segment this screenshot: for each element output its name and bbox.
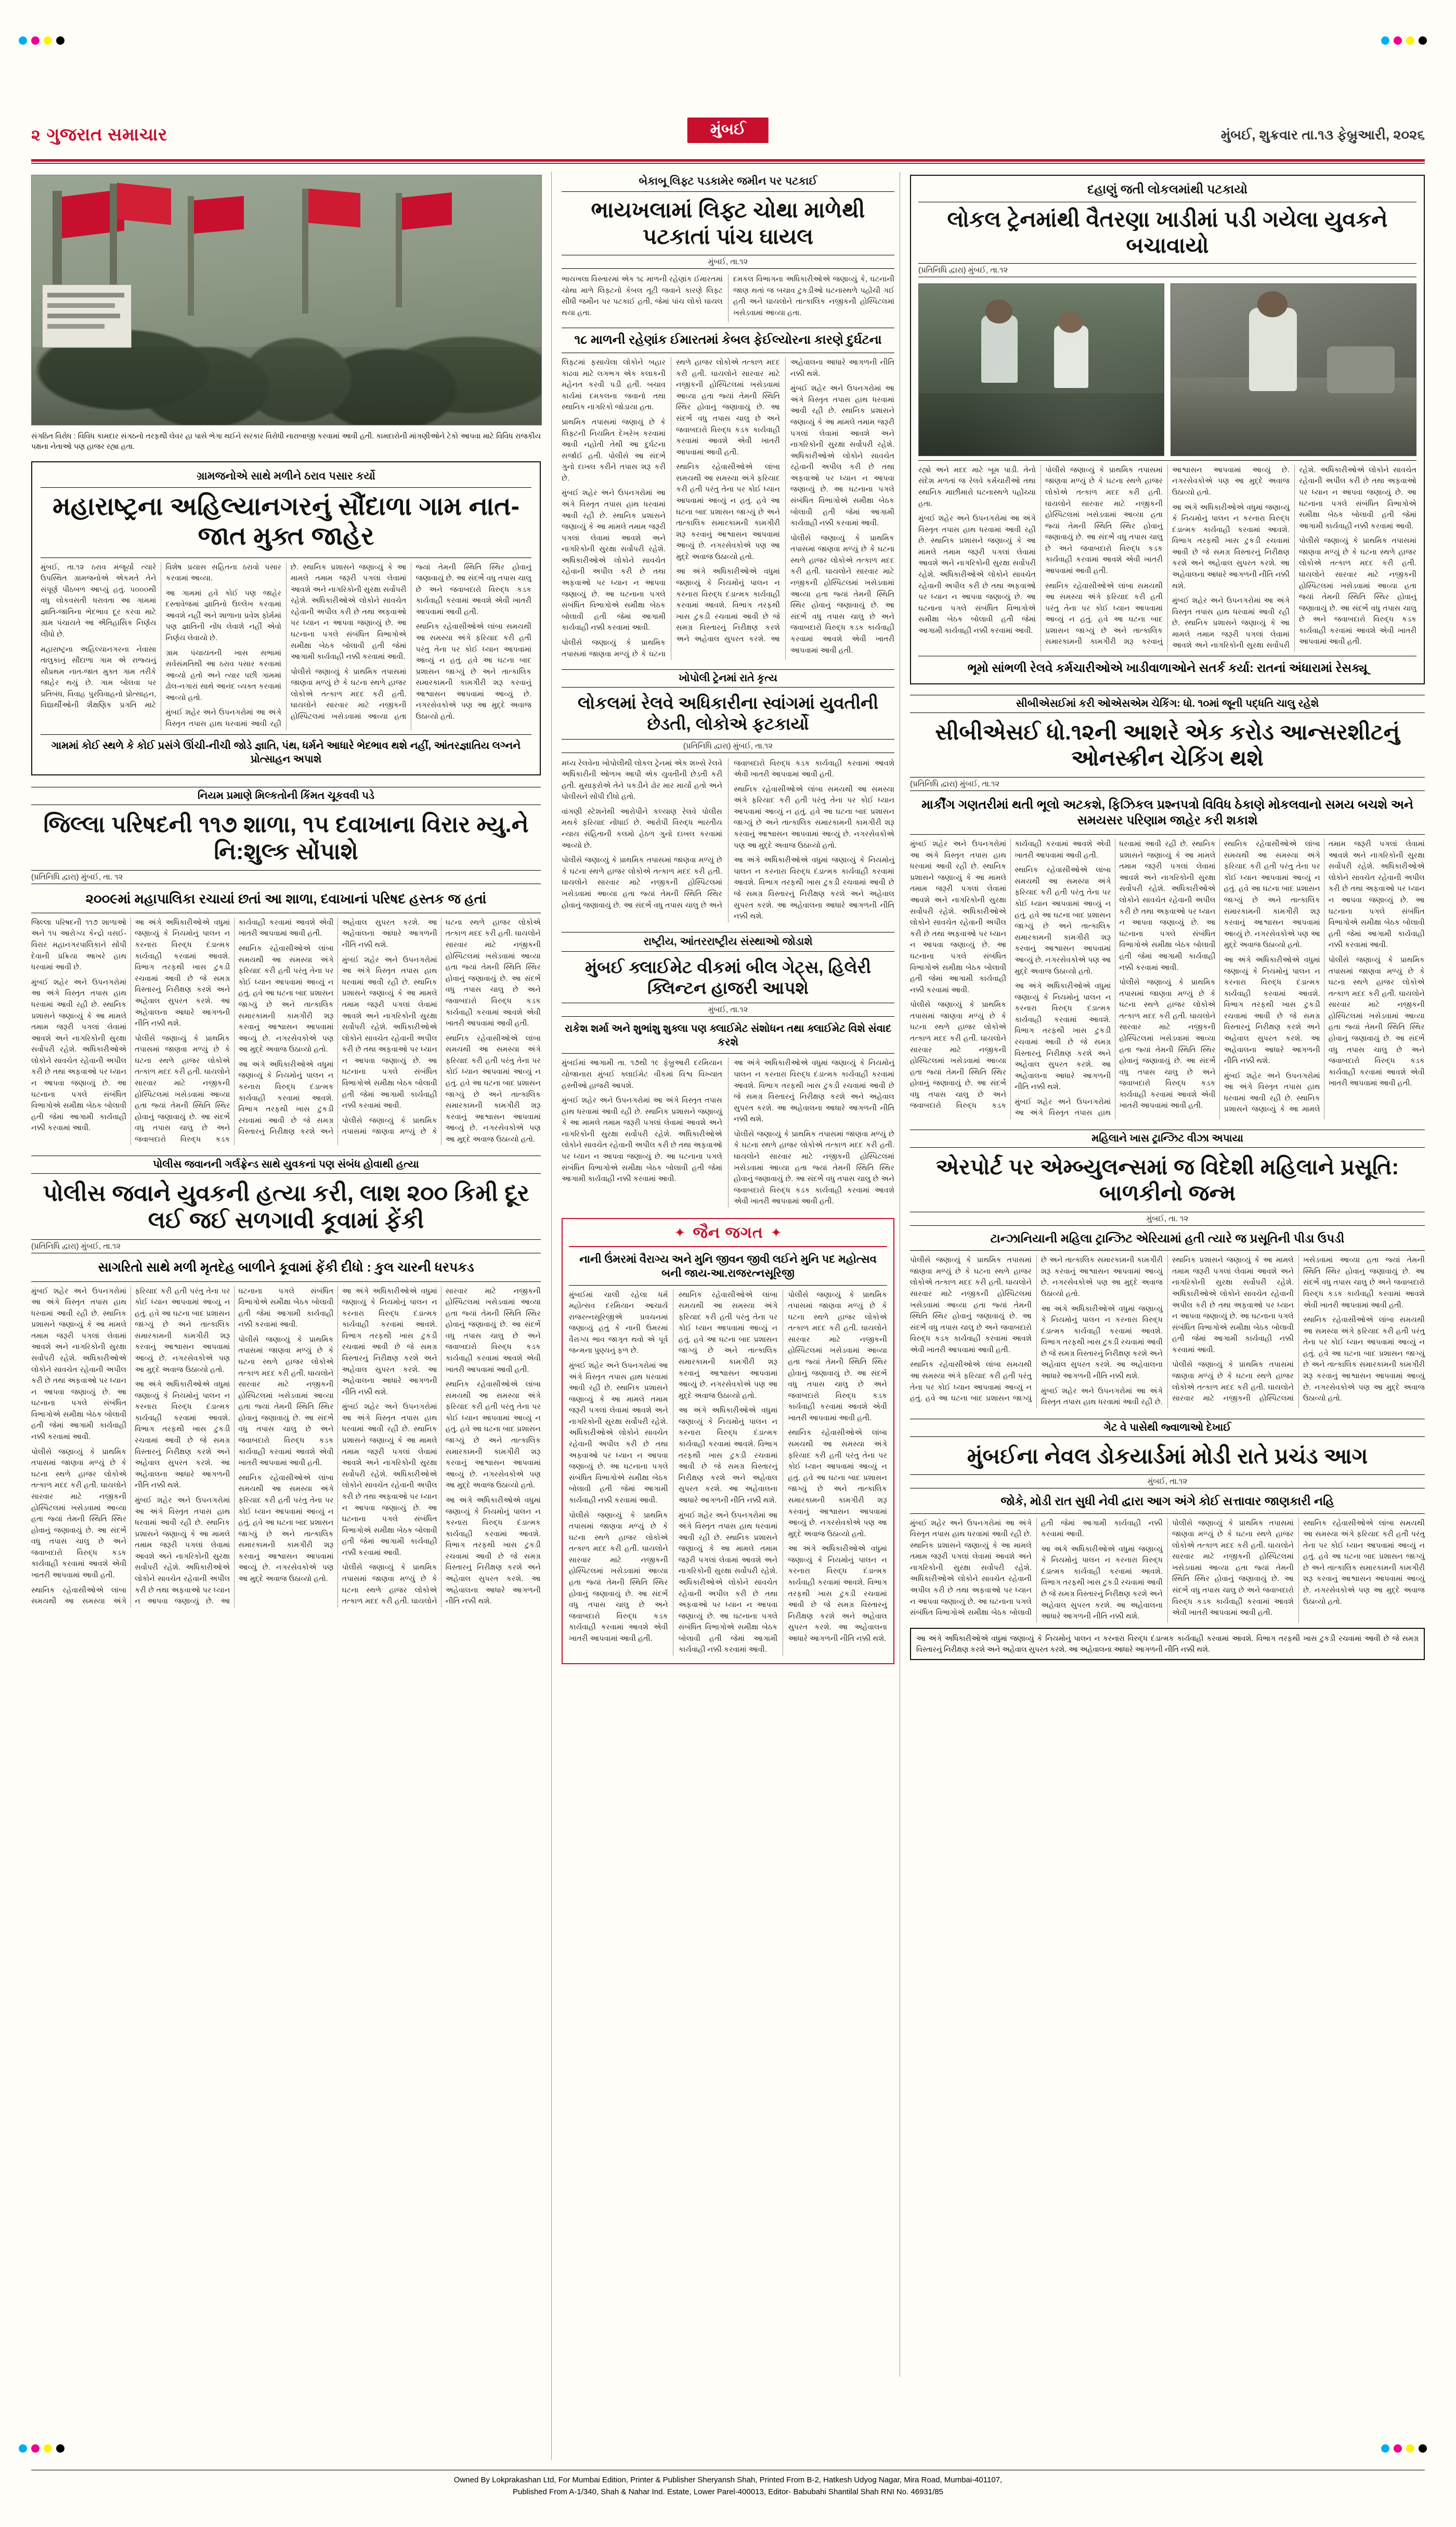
story-zp-schools-body — [31, 917, 541, 1146]
story-climate-week-byline: મુંબઈ, તા.૧૨ — [562, 1003, 894, 1017]
imprint-footer — [31, 2470, 1425, 2498]
story-khopoli-byline: (પ્રતિનિધિ દ્વારા) મુંબઈ, તા.૧૨ — [562, 739, 894, 753]
story-soundala-body — [41, 562, 531, 730]
story-climate-week-kicker: રાષ્ટ્રીય, આંતરરાષ્ટ્રીય સંસ્થાઓ જોડાશે — [562, 932, 894, 952]
paragraph: પોલીસે જણાવ્યું કે પ્રાથમિક તપાસમાં જાણવા મળ્યું છે કે ઘટના સ્થળે હાજર લોકોએ તત્કાળ મદદ કરી હતી. ઘાયલોને સારવાર માટે નજીકની હોસ્પિટલમાં ખસેડવામાં આવ્યા હતા જ્યાં તેમની સ્થિતિ સ્થિર હોવાનું જણાવાયું છે. આ સંદર્ભે વધુ તપાસ ચાલુ છે અને જવાબદારો વિરુદ્ધ કડક કાર્યવાહી કરવામાં આવશે એવી ખાતરી આપવામાં આવી હતી. — [1045, 465, 1163, 575]
paragraph: આ અંગે અધિકારીઓએ વધુમાં જણાવ્યું કે નિયમોનું પાલન ન કરનારા વિરુદ્ધ દંડાત્મક કાર્યવાહી કરવામાં આવશે. વિભાગ તરફથી ખાસ ટુકડી રચવામાં આવી છે જે સમગ્ર વિસ્તારનું નિરીક્ષણ કરશે અને અહેવાલ સુપરત કરશે. આ અહેવાલના આધારે આગળની નીતિ નક્કી થશે. — [734, 1059, 894, 1124]
paragraph: મુંબઈ શહેર અને ઉપનગરોમાં આ અંગે વિસ્તૃત તપાસ હાથ ધરવામાં આવી રહી છે. સ્થાનિક પ્રશાસને જણાવ્યું કે આ મામલે તમામ જરૂરી પગલાં લેવામાં આવશે અને નાગરિકોની સુરક્ષા સર્વોપરી રહેશે. અધિકારીઓએ લોકોને સાવચેત રહેવાની અપીલ કરી છે તથા અફવાઓ પર ધ્યાન ન આપવા જણાવ્યું છે. આ ઘટનાના પગલે સંબંધિત વિભાગોએ સમીક્ષા બેઠક બોલાવી હતી જેમાં આગામી કાર્યવાહી નક્કી કરવામાં આવી. — [165, 563, 407, 729]
city-band-wrap — [687, 121, 769, 138]
story-vaitarna-body — [918, 465, 1416, 652]
story-climate-week-headline: મુંબઈ ક્લાઈમેટ વીકમાં બીલ ગેટ્સ, હિલેરી ક્લિન્ટન હાજરી આપશે — [584, 957, 872, 998]
story-zp-schools — [31, 787, 541, 1146]
paragraph: પોલીસે જણાવ્યું કે પ્રાથમિક તપાસમાં જાણવા મળ્યું છે કે ઘટના સ્થળે હાજર લોકોએ તત્કાળ મદદ કરી હતી. ઘાયલોને સારવાર માટે નજીકની હોસ્પિટલમાં ખસેડવામાં આવ્યા હતા જ્યાં તેમની સ્થિતિ સ્થિર હોવાનું જણાવાયું છે. આ સંદર્ભે વધુ તપાસ ચાલુ છે અને જવાબદારો વિરુદ્ધ કડક કાર્યવાહી કરવામાં આવશે એવી ખાતરી આપવામાં આવી હતી. — [562, 759, 894, 910]
paragraph: પોલીસે જણાવ્યું કે પ્રાથમિક તપાસમાં જાણવા મળ્યું છે કે ઘટના સ્થળે હાજર લોકોએ તત્કાળ મદદ કરી હતી. ઘાયલોને સારવાર માટે નજીકની હોસ્પિટલમાં ખસેડવામાં આવ્યા હતા જ્યાં તેમની સ્થિતિ સ્થિર હોવાનું જણાવાયું છે. આ સંદર્ભે વધુ તપાસ ચાલુ છે અને જવાબદારો વિરુદ્ધ કડક કાર્યવાહી કરવામાં આવશે એવી ખાતરી આપવામાં આવી હતી. — [342, 918, 541, 1136]
paragraph: ગ્રામ પંચાયતની ખાસ સભામાં સર્વસંમતિથી આ ઠરાવ પસાર કરવામાં આવ્યો હતો અને ત્યાર પછી ગામમાં ઢોલ-નગારાં સાથે આનંદ વ્યક્ત કરવામાં આવ્યો હતો. — [165, 649, 281, 702]
paragraph: સ્થાનિક રહેવાસીઓએ લાંબા સમયથી આ સમસ્યા અંગે ફરિયાદ કરી હતી પરંતુ તેના પર કોઈ ધ્યાન આપવામાં આવ્યું ન હતું. હવે આ ઘટના બાદ પ્રશાસન જાગ્યું છે અને તાત્કાલિક સમારકામની કામગીરી શરૂ કરવાનું આશ્વાસન આપવામાં આવ્યું છે. નગરસેવકોએ પણ આ મુદ્દે અવાજ ઉઠાવ્યો હતો. — [910, 1256, 1163, 1403]
masthead-rule-thin — [31, 163, 1425, 164]
jain-jagat-headline: નાની ઉંમરમાં વૈરાગ્ય અને મુનિ જીવન જીવી લઈને મુનિ પદ મહોત્સવ બની જાય-આ.રાજરત્નસૂરિજી — [579, 1253, 877, 1280]
story-airport-birth-byline: મુંબઈ, તા. ૧૨ — [910, 1212, 1425, 1226]
registration-mark-magenta-3 — [31, 2444, 40, 2453]
story-climate-week-body — [562, 1058, 894, 1208]
paragraph: સ્થાનિક રહેવાસીઓએ લાંબા સમયથી આ સમસ્યા અંગે ફરિયાદ કરી હતી પરંતુ તેના પર કોઈ ધ્યાન આપવામાં આવ્યું ન હતું. હવે આ ઘટના બાદ પ્રશાસન જાગ્યું છે અને તાત્કાલિક સમારકામની કામગીરી શરૂ કરવાનું આશ્વાસન આપવામાં આવ્યું છે. નગરસેવકોએ પણ આ મુદ્દે અવાજ ઉઠાવ્યો હતો. — [31, 1287, 230, 1606]
paragraph: પ્રાથમિક તપાસમાં જણાયું છે કે લિફ્ટની નિયમિત દેખરેખ કરવામાં આવી નહોતી તેથી આ દુર્ઘટના સર્જાઈ હતી. પોલીસે આ સંદર્ભે ગુનો દાખલ કરીને તપાસ શરૂ કરી છે. — [562, 418, 666, 483]
paragraph: પોલીસે જણાવ્યું કે પ્રાથમિક તપાસમાં જાણવા મળ્યું છે કે ઘટના સ્થળે હાજર લોકોએ તત્કાળ મદદ કરી હતી. ઘાયલોને સારવાર માટે નજીકની હોસ્પિટલમાં ખસેડવામાં આવ્યા હતા જ્યાં તેમની સ્થિતિ સ્થિર હોવાનું જણાવાયું છે. આ સંદર્ભે વધુ તપાસ ચાલુ છે અને જવાબદારો વિરુદ્ધ કડક કાર્યવાહી કરવામાં આવશે એવી ખાતરી આપવામાં આવી હતી. — [1119, 978, 1216, 1110]
story-police-murder-body — [31, 1286, 541, 1608]
paragraph: સ્થાનિક રહેવાસીઓએ લાંબા સમયથી આ સમસ્યા અંગે ફરિયાદ કરી હતી પરંતુ તેના પર કોઈ ધ્યાન આપવામાં આવ્યું ન હતું. હવે આ ઘટના બાદ પ્રશાસન જાગ્યું છે અને તાત્કાલિક સમારકામની કામગીરી શરૂ કરવાનું આશ્વાસન આપવામાં આવ્યું છે. નગરસેવકોએ પણ આ મુદ્દે અવાજ ઉઠાવ્યો હતો. — [238, 1473, 334, 1583]
story-dockyard-fire-note — [910, 1628, 1425, 1660]
paragraph: મુંબઈ શહેર અને ઉપનગરોમાં આ અંગે વિસ્તૃત તપાસ હાથ ધરવામાં આવી રહી છે. સ્થાનિક પ્રશાસને જણાવ્યું કે આ મામલે તમામ જરૂરી પગલાં લેવામાં આવશે અને નાગરિકોની સુરક્ષા સર્વોપરી રહેશે. અધિકારીઓએ લોકોને સાવચેત રહેવાની અપીલ કરી છે તથા અફવાઓ પર ધ્યાન ન આપવા જણાવ્યું છે. આ ઘટનાના પગલે સંબંધિત વિભાગોએ સમીક્ષા બેઠક બોલાવી હતી જેમાં આગામી કાર્યવાહી નક્કી કરવામાં આવી. — [342, 1403, 437, 1557]
story-cbse — [910, 695, 1425, 1119]
registration-mark-yellow — [44, 36, 52, 45]
paragraph: આ અંગે અધિકારીઓએ વધુમાં જણાવ્યું કે નિયમોનું પાલન ન કરનારા વિરુદ્ધ દંડાત્મક કાર્યવાહી કરવામાં આવશે. વિભાગ તરફથી ખાસ ટુકડી રચવામાં આવી છે જે સમગ્ર વિસ્તારનું નિરીક્ષણ કરશે અને અહેવાલ સુપરત કરશે. આ અહેવાલના આધારે આગળની નીતિ નક્કી થશે. — [788, 1545, 887, 1643]
paragraph: પોલીસે જણાવ્યું કે પ્રાથમિક તપાસમાં જાણવા મળ્યું છે કે ઘટના સ્થળે હાજર લોકોએ તત્કાળ મદદ કરી હતી. ઘાયલોને સારવાર માટે નજીકની હોસ્પિટલમાં ખસેડવામાં આવ્યા હતા જ્યાં તેમની સ્થિતિ સ્થિર હોવાનું જણાવાયું છે. આ સંદર્ભે વધુ તપાસ ચાલુ છે અને જવાબદારો વિરુદ્ધ કડક કાર્યવાહી કરવામાં આવશે એવી ખાતરી આપવામાં આવી હતી. — [342, 1287, 541, 1606]
paragraph: મહારાષ્ટ્રના અહિલ્યાનગરના નેવાસા તાલુકાનું સૌંદાળા ગામ એ રાજ્યનું સૌપ્રથમ નાત-જાત મુક્ત ગામ તરીકે જાહેર થયું છે. ગામ બોલવા પર પ્રતિબંધ, વિવાહ પુરવિવાહનો પ્રોત્સાહન, વિદ્યાર્થીઓની શૈક્ષણિક પ્રગતિ માટે વિશેષ પ્રયાસ સહિતના ઠરાવો પસાર કરવામાં આવ્યા. — [41, 563, 281, 710]
paragraph: પોલીસે જણાવ્યું કે પ્રાથમિક તપાસમાં જાણવા મળ્યું છે કે ઘટના સ્થળે હાજર લોકોએ તત્કાળ મદદ કરી હતી. ઘાયલોને સારવાર માટે નજીકની હોસ્પિટલમાં ખસેડવામાં આવ્યા હતા જ્યાં તેમની સ્થિતિ સ્થિર હોવાનું જણાવાયું છે. આ સંદર્ભે વધુ તપાસ ચાલુ છે અને જવાબદારો વિરુદ્ધ કડક કાર્યવાહી કરવામાં આવશે એવી ખાતરી આપવામાં આવી હતી. — [135, 918, 334, 1144]
paragraph: આ અંગે અધિકારીઓએ વધુમાં જણાવ્યું કે નિયમોનું પાલન ન કરનારા વિરુદ્ધ દંડાત્મક કાર્યવાહી કરવામાં આવશે. વિભાગ તરફથી ખાસ ટુકડી રચવામાં આવી છે જે સમગ્ર વિસ્તારનું નિરીક્ષણ કરશે અને અહેવાલ સુપરત કરશે. આ અહેવાલના આધારે આગળની નીતિ નક્કી થશે. — [135, 1380, 230, 1490]
paragraph: આ ગામમાં હવે કોઈ પણ જાહેર દસ્તાવેજમાં જ્ઞાતિનો ઉલ્લેખ કરવામાં આવશે નહીં અને શાળાના પ્રવેશ ફોર્મમાં પણ જ્ઞાતિની નોંધ લેવાશે નહીં એવો નિર્ણય લેવાયો છે. — [165, 589, 281, 642]
byline-text: (પ્રતિનિધિ દ્વારા) મુંબઈ, તા. ૧૨ — [31, 873, 123, 882]
paragraph: આ અંગે અધિકારીઓએ વધુમાં જણાવ્યું કે નિયમોનું પાલન ન કરનારા વિરુદ્ધ દંડાત્મક કાર્યવાહી કરવામાં આવશે. વિભાગ તરફથી ખાસ ટુકડી રચવામાં આવી છે જે સમગ્ર વિસ્તારનું નિરીક્ષણ કરશે અને અહેવાલ સુપરત કરશે. આ અહેવાલના આધારે આગળની નીતિ નક્કી થશે. — [1224, 955, 1320, 1066]
paragraph: આ અંગે અધિકારીઓએ વધુમાં જણાવ્યું કે નિયમોનું પાલન ન કરનારા વિરુદ્ધ દંડાત્મક કાર્યવાહી કરવામાં આવશે. વિભાગ તરફથી ખાસ ટુકડી રચવામાં આવી છે જે સમગ્ર વિસ્તારનું નિરીક્ષણ કરશે અને અહેવાલ સુપરત કરશે. આ અહેવાલના આધારે આગળની નીતિ નક્કી થશે. — [734, 856, 894, 921]
paragraph: જિલ્લા પરિષદની ૧૧૭ શાળાઓ અને ૧૫ આરોગ્ય કેન્દ્રો વસઈ-વિરાર મહાનગરપાલિકાને સોંપી દેવાની પ્રક્રિયા આખરે હાથ ધરવામાં આવી છે. — [31, 918, 127, 972]
right-column-group — [910, 175, 1425, 1660]
story-police-murder — [31, 1156, 541, 1607]
paragraph: આ અંગે અધિકારીઓએ વધુમાં જણાવ્યું કે નિયમોનું પાલન ન કરનારા વિરુદ્ધ દંડાત્મક કાર્યવાહી કરવામાં આવશે. વિભાગ તરફથી ખાસ ટુકડી રચવામાં આવી છે જે સમગ્ર વિસ્તારનું નિરીક્ષણ કરશે અને અહેવાલ સુપરત કરશે. આ અહેવાલના આધારે આગળની નીતિ નક્કી થશે. — [1041, 1545, 1163, 1621]
ornament-right-icon: ✦ — [770, 1225, 782, 1241]
paragraph: પોલીસે જણાવ્યું કે પ્રાથમિક તપાસમાં જાણવા મળ્યું છે કે ઘટના સ્થળે હાજર લોકોએ તત્કાળ મદદ કરી હતી. ઘાયલોને સારવાર માટે નજીકની હોસ્પિટલમાં ખસેડવામાં આવ્યા હતા જ્યાં તેમની સ્થિતિ સ્થિર હોવાનું જણાવાયું છે. આ સંદર્ભે વધુ તપાસ ચાલુ છે અને જવાબદારો વિરુદ્ધ કડક કાર્યવાહી કરવામાં આવશે એવી ખાતરી આપવામાં આવી હતી. — [1299, 537, 1416, 646]
story-lift-kicker: બેકાબૂ લિફ્ટ પડકામેર જમીન પર પટકાઈ — [562, 175, 894, 192]
paragraph: પોલીસે જણાવ્યું કે પ્રાથમિક તપાસમાં જાણવા મળ્યું છે કે ઘટના સ્થળે હાજર લોકોએ તત્કાળ મદદ કરી હતી. ઘાયલોને સારવાર માટે નજીકની હોસ્પિટલમાં ખસેડવામાં આવ્યા હતા જ્યાં તેમની સ્થિતિ સ્થિર હોવાનું જણાવાયું છે. આ સંદર્ભે વધુ તપાસ ચાલુ છે અને જવાબદારો વિરુદ્ધ કડક કાર્યવાહી કરવામાં આવશે એવી ખાતરી આપવામાં આવી હતી. — [910, 1256, 1032, 1354]
story-vaitarna-kicker: દહાણું જતી લોકલમાંથી પટકાયો — [1087, 183, 1248, 197]
paragraph: મુંબઈ શહેર અને ઉપનગરોમાં આ અંગે વિસ્તૃત તપાસ હાથ ધરવામાં આવી રહી છે. સ્થાનિક પ્રશાસને જણાવ્યું કે આ મામલે તમામ જરૂરી પગલાં લેવામાં આવશે અને નાગરિકોની સુરક્ષા સર્વોપરી રહેશે. અધિકારીઓએ લોકોને સાવચેત રહેવાની અપીલ કરી છે તથા અફવાઓ પર ધ્યાન ન આપવા જણાવ્યું છે. આ ઘટનાના પગલે સંબંધિત વિભાગોએ સમીક્ષા બેઠક બોલાવી હતી જેમાં આગામી કાર્યવાહી નક્કી કરવામાં આવી. — [1041, 1256, 1294, 1407]
story-lift-headline: ભાયખલામાં લિફ્ટ ચોથા માળેથી પટકાતાં પાંચ ઘાયલ — [591, 198, 865, 249]
paragraph: વાંગણી સ્ટેશનેથી આરોપીને કલ્યાણ રેલવે પોલીસ મથકે ફરિયાદ નોંધાઈ છે. આરોપી વિરુદ્ધ ભારતીય ન્યાય સંહિતાની કલમો હેઠળ ગુનો દાખલ કરવામાં આવ્યો છે. — [562, 807, 722, 850]
paragraph: પોલીસે જણાવ્યું કે પ્રાથમિક તપાસમાં જાણવા મળ્યું છે કે ઘટના સ્થળે હાજર લોકોએ તત્કાળ મદદ કરી હતી. ઘાયલોને સારવાર માટે નજીકની હોસ્પિટલમાં ખસેડવામાં આવ્યા હતા જ્યાં તેમની સ્થિતિ સ્થિર હોવાનું જણાવાયું છે. આ સંદર્ભે વધુ તપાસ ચાલુ છે અને જવાબદારો વિરુદ્ધ કડક કાર્યવાહી કરવામાં આવશે એવી ખાતરી આપવામાં આવી હતી. — [788, 1290, 887, 1422]
note-text: આ અંગે અધિકારીઓએ વધુમાં જણાવ્યું કે નિયમોનું પાલન ન કરનારા વિરુદ્ધ દંડાત્મક કાર્યવાહી કરવામાં આવશે. વિભાગ તરફથી ખાસ ટુકડી રચવામાં આવી છે જે સમગ્ર વિસ્તારનું નિરીક્ષણ કરશે અને અહેવાલ સુપરત કરશે. આ અહેવાલના આધારે આગળની નીતિ નક્કી થશે. — [916, 1634, 1419, 1653]
paragraph: આ અંગે અધિકારીઓએ વધુમાં જણાવ્યું કે નિયમોનું પાલન ન કરનારા વિરુદ્ધ દંડાત્મક કાર્યવાહી કરવામાં આવશે. વિભાગ તરફથી ખાસ ટુકડી રચવામાં આવી છે જે સમગ્ર વિસ્તારનું નિરીક્ષણ કરશે અને અહેવાલ સુપરત કરશે. આ અહેવાલના આધારે આગળની નીતિ નક્કી થશે. — [342, 1287, 437, 1396]
paragraph: આ અંગે અધિકારીઓએ વધુમાં જણાવ્યું કે નિયમોનું પાલન ન કરનારા વિરુદ્ધ દંડાત્મક કાર્યવાહી કરવામાં આવશે. વિભાગ તરફથી ખાસ ટુકડી રચવામાં આવી છે જે સમગ્ર વિસ્તારનું નિરીક્ષણ કરશે અને અહેવાલ સુપરત કરશે. આ અહેવાલના આધારે આગળની નીતિ નક્કી થશે. — [1015, 982, 1111, 1092]
registration-mark-magenta-2 — [1394, 36, 1402, 45]
paragraph: મુંબઈ, તા.૧૨ ઠરાવ મંજૂર્યો ત્યારે ઉપસ્થિત ગ્રામજનોએ એકમતે તેને સંપૂર્ણ પીઠબળ આપ્યું હતું. ૫૦૦૦થી વધુ લોકવસતી ધરાવતા આ ગામમાં જ્ઞાતિ-જાતિના ભેદભાવ દૂર કરવા માટે ગ્રામ પંચાયતે આ ઐતિહાસિક નિર્ણય લીધો છે. — [41, 563, 157, 639]
paragraph: આ અંગે અધિકારીઓએ વધુમાં જણાવ્યું કે નિયમોનું પાલન ન કરનારા વિરુદ્ધ દંડાત્મક કાર્યવાહી કરવામાં આવશે. વિભાગ તરફથી ખાસ ટુકડી રચવામાં આવી છે જે સમગ્ર વિસ્તારનું નિરીક્ષણ કરશે અને અહેવાલ સુપરત કરશે. આ અહેવાલના આધારે આગળની નીતિ નક્કી થશે. — [1041, 1304, 1163, 1381]
registration-mark-magenta-4 — [1394, 2444, 1402, 2453]
paragraph: સ્થાનિક રહેવાસીઓએ લાંબા સમયથી આ સમસ્યા અંગે ફરિયાદ કરી હતી પરંતુ તેના પર કોઈ ધ્યાન આપવામાં આવ્યું ન હતું. હવે આ ઘટના બાદ પ્રશાસન જાગ્યું છે અને તાત્કાલિક સમારકામની કામગીરી શરૂ કરવાનું આશ્વાસન આપવામાં આવ્યું છે. નગરસેવકોએ પણ આ મુદ્દે અવાજ ઉઠાવ્યો હતો. — [1015, 866, 1111, 976]
story-cbse-kicker: સીબીએસઈમાં કરી ઓએસએમ ચેકિંગ: ધો. ૧૦માં જૂની પદ્ધતિ ચાલુ રહેશે — [910, 695, 1425, 713]
imprint-line-1: Owned By Lokprakashan Ltd, For Mumbai Edition, Printer & Publisher Sheryansh Shah, Printed From B-2, Hatkesh Udyog Nagar, Mira Road, Mumbai-401107, — [453, 2476, 1003, 2484]
paragraph: આ અંગે અધિકારીઓએ વધુમાં જણાવ્યું કે નિયમોનું પાલન ન કરનારા વિરુદ્ધ દંડાત્મક કાર્યવાહી કરવામાં આવશે. વિભાગ તરફથી ખાસ ટુકડી રચવામાં આવી છે જે સમગ્ર વિસ્તારનું નિરીક્ષણ કરશે અને અહેવાલ સુપરત કરશે. આ અહેવાલના આધારે આગળની નીતિ નક્કી થશે. — [135, 918, 230, 1028]
story-police-murder-kicker: પોલીસ જવાનની ગર્લફ્રેન્ડ સાથે યુવકનાં પણ સંબંધ હોવાથી હત્યા — [31, 1156, 541, 1174]
story-dockyard-fire-kicker: ગેટ વે પાસેથી જ્વાળાઓ દેખાઈ — [910, 1419, 1425, 1437]
story-cbse-body — [910, 839, 1425, 1119]
paragraph: પોલીસે જણાવ્યું કે પ્રાથમિક તપાસમાં જાણવા મળ્યું છે કે ઘટના સ્થળે હાજર લોકોએ તત્કાળ મદદ કરી હતી. ઘાયલોને સારવાર માટે નજીકની હોસ્પિટલમાં ખસેડવામાં આવ્યા હતા જ્યાં તેમની સ્થિતિ સ્થિર હોવાનું જણાવાયું છે. આ સંદર્ભે વધુ તપાસ ચાલુ છે અને જવાબદારો વિરુદ્ધ કડક કાર્યવાહી કરવામાં આવશે એવી ખાતરી આપવામાં આવી હતી. — [562, 358, 780, 658]
paragraph: પોલીસે જણાવ્યું કે પ્રાથમિક તપાસમાં જાણવા મળ્યું છે કે ઘટના સ્થળે હાજર લોકોએ તત્કાળ મદદ કરી હતી. ઘાયલોને સારવાર માટે નજીકની હોસ્પિટલમાં ખસેડવામાં આવ્યા હતા જ્યાં તેમની સ્થિતિ સ્થિર હોવાનું જણાવાયું છે. આ સંદર્ભે વધુ તપાસ ચાલુ છે અને જવાબદારો વિરુદ્ધ કડક કાર્યવાહી કરવામાં આવશે એવી ખાતરી આપવામાં આવી હતી. — [238, 1335, 334, 1468]
jain-jagat-rule — [569, 1246, 887, 1247]
paper-name: ગુજરાત સમાચાર — [46, 125, 167, 145]
story-airport-birth-headline: એરપોર્ટ પર એમ્બ્યુલન્સમાં જ વિદેશી મહિલાને પ્રસૂતિ: બાળકીનો જન્મ — [935, 1155, 1399, 1206]
registration-mark-cyan-3 — [19, 2444, 27, 2453]
paragraph: પોલીસે જણાવ્યું કે પ્રાથમિક તપાસમાં જાણવા મળ્યું છે કે ઘટના સ્થળે હાજર લોકોએ તત્કાળ મદદ કરી હતી. ઘાયલોને સારવાર માટે નજીકની હોસ્પિટલમાં ખસેડવામાં આવ્યા હતા જ્યાં તેમની સ્થિતિ સ્થિર હોવાનું જણાવાયું છે. આ સંદર્ભે વધુ તપાસ ચાલુ છે અને જવાબદારો વિરુદ્ધ કડક કાર્યવાહી કરવામાં આવશે એવી ખાતરી આપવામાં આવી હતી. — [291, 563, 531, 721]
story-cbse-subhead: માર્કીંગ ગણતરીમાં થતી ભૂલો અટકશે, ફિઝિકલ પ્રશ્નપત્રો વિવિધ ઠેકાણે મોકલવાનો સમય બચશે અને સમયસર પરિણામ જાહેર કરી શકાશે — [921, 797, 1413, 828]
registration-mark-yellow-2 — [1406, 36, 1414, 45]
paragraph: મુંબઈ શહેર અને ઉપનગરોમાં આ અંગે વિસ્તૃત તપાસ હાથ ધરવામાં આવી રહી છે. સ્થાનિક પ્રશાસને જણાવ્યું કે આ મામલે તમામ જરૂરી પગલાં લેવામાં આવશે અને નાગરિકોની સુરક્ષા સર્વોપરી રહેશે. અધિકારીઓએ લોકોને સાવચેત રહેવાની અપીલ કરી છે તથા અફવાઓ પર ધ્યાન ન આપવા જણાવ્યું છે. આ ઘટનાના પગલે સંબંધિત વિભાગોએ સમીક્ષા બેઠક બોલાવી હતી જેમાં આગામી કાર્યવાહી નક્કી કરવામાં આવી. — [910, 840, 1007, 994]
paragraph: સ્થાનિક રહેવાસીઓએ લાંબા સમયથી આ સમસ્યા અંગે ફરિયાદ કરી હતી પરંતુ તેના પર કોઈ ધ્યાન આપવામાં આવ્યું ન હતું. હવે આ ઘટના બાદ પ્રશાસન જાગ્યું છે અને તાત્કાલિક સમારકામની કામગીરી શરૂ કરવાનું આશ્વાસન આપવામાં આવ્યું છે. નગરસેવકોએ પણ આ મુદ્દે અવાજ ઉઠાવ્યો હતો. — [678, 1290, 778, 1400]
paragraph: લિફ્ટમાં ફસાયેલા લોકોને બહાર કાઢવા માટે લગભગ એક કલાકની મહેનત કરવી પડી હતી. બચાવ કાર્યમાં દમકલના જવાનો તથા સ્થાનિક નાગરિકો જોડાયા હતા. — [562, 358, 666, 412]
paragraph: મુંબઈમાં આગામી તા. ૧૭થી ૧૯ ફેબ્રુઆરી દરમિયાન યોજાનારા મુંબઈ ક્લાઈમેટ વીકમાં વિશ્વ વિખ્યાત હસ્તીઓ હાજરી આપશે. — [562, 1059, 722, 1090]
registration-mark-cyan — [19, 36, 27, 45]
story-vaitarna-rescue-title: ભૂમો સાંભળી રેલવે કર્મચારીઓએ ખાડીવાળાઓને સતર્ક કર્યા: રાતનાં અંધારામાં રેસક્યૂ — [967, 661, 1368, 675]
story-soundala-subfoot: ગામમાં કોઈ સ્થળે કે કોઈ પ્રસંગે ઊંચી-નીચી જોડે જ્ઞાતિ, પંથ, ધર્મને આધારે ભેદભાવ થશે નહીં, આંતરજ્ઞાતિય લગ્નને પ્રોત્સાહન અપાશે — [51, 740, 521, 765]
rescue-photo-1 — [918, 283, 1164, 456]
paragraph: સ્થાનિક રહેવાસીઓએ લાંબા સમયથી આ સમસ્યા અંગે ફરિયાદ કરી હતી પરંતુ તેના પર કોઈ ધ્યાન આપવામાં આવ્યું ન હતું. હવે આ ઘટના બાદ પ્રશાસન જાગ્યું છે અને તાત્કાલિક સમારકામની કામગીરી શરૂ કરવાનું આશ્વાસન આપવામાં આવ્યું છે. નગરસેવકોએ પણ આ મુદ્દે અવાજ ઉઠાવ્યો હતો. — [1303, 1316, 1425, 1403]
story-zp-schools-headline: જિલ્લા પરિષદની ૧૧૭ શાળા, ૧૫ દવાખાના વિરાર મ્યુ.ને નિ:શુલ્ક સોંપાશે — [43, 811, 529, 864]
paragraph: મુંબઈ શહેર અને ઉપનગરોમાં આ અંગે વિસ્તૃત તપાસ હાથ ધરવામાં આવી રહી છે. સ્થાનિક પ્રશાસને જણાવ્યું કે આ મામલે તમામ જરૂરી પગલાં લેવામાં આવશે અને નાગરિકોની સુરક્ષા સર્વોપરી રહેશે. અધિકારીઓએ લોકોને સાવચેત રહેવાની અપીલ કરી છે તથા અફવાઓ પર ધ્યાન ન આપવા જણાવ્યું છે. આ ઘટનાના પગલે સંબંધિત વિભાગોએ સમીક્ષા બેઠક બોલાવી હતી જેમાં આગામી કાર્યવાહી નક્કી કરવામાં આવી. — [1172, 465, 1416, 650]
protest-photo — [31, 175, 542, 425]
rescue-photo-2 — [1171, 283, 1416, 456]
story-zp-schools-byline — [31, 870, 541, 884]
story-vaitarna-byline: (પ્રતિનિધિ દ્વારા) મુંબઈ, તા.૧૨ — [918, 263, 1416, 277]
registration-mark-black-4 — [1419, 2444, 1427, 2453]
paragraph: પોલીસે જણાવ્યું કે પ્રાથમિક તપાસમાં જાણવા મળ્યું છે કે ઘટના સ્થળે હાજર લોકોએ તત્કાળ મદદ કરી હતી. ઘાયલોને સારવાર માટે નજીકની હોસ્પિટલમાં ખસેડવામાં આવ્યા હતા જ્યાં તેમની સ્થિતિ સ્થિર હોવાનું જણાવાયું છે. આ સંદર્ભે વધુ તપાસ ચાલુ છે અને જવાબદારો વિરુદ્ધ કડક કાર્યવાહી કરવામાં આવશે એવી ખાતરી આપવામાં આવી હતી. — [910, 840, 1111, 1110]
story-police-murder-headline: પોલીસ જવાને યુવકની હત્યા કરી, લાશ ૨૦૦ કિમી દૂર લઈ જઈ સળગાવી કૂવામાં ફેંકી — [43, 1181, 529, 1234]
story-vaitarna-photos — [918, 283, 1416, 456]
paragraph: સ્થાનિક રહેવાસીઓએ લાંબા સમયથી આ સમસ્યા અંગે ફરિયાદ કરી હતી પરંતુ તેના પર કોઈ ધ્યાન આપવામાં આવ્યું ન હતું. હવે આ ઘટના બાદ પ્રશાસન જાગ્યું છે અને તાત્કાલિક સમારકામની કામગીરી શરૂ કરવાનું આશ્વાસન આપવામાં આવ્યું છે. નગરસેવકોએ પણ આ મુદ્દે અવાજ ઉઠાવ્યો હતો. — [734, 785, 894, 850]
story-soundala-headline: મહારાષ્ટ્રના અહિલ્યાનગરનું સૌંદાળા ગામ નાત-જાત મુક્ત જાહેર — [53, 492, 519, 550]
jain-jagat-body — [569, 1290, 887, 1656]
masthead-rule — [31, 159, 1425, 162]
paragraph: મધ્ય રેલવેના ખોપોલીથી લોકલ ટ્રેનમાં એક શખ્સે રેલવે અધિકારીની ઓળખ આપી એક યુવતીની છેડતી કરી હતી. મુસાફરોએ તેને પકડીને ઢોર માર માર્યો હતો અને પોલીસને સોંપી દીધો હતો. — [562, 759, 722, 801]
paragraph: આ અંગે અધિકારીઓએ વધુમાં જણાવ્યું કે નિયમોનું પાલન ન કરનારા વિરુદ્ધ દંડાત્મક કાર્યવાહી કરવામાં આવશે. વિભાગ તરફથી ખાસ ટુકડી રચવામાં આવી છે જે સમગ્ર વિસ્તારનું નિરીક્ષણ કરશે અને અહેવાલ સુપરત કરશે. આ અહેવાલના આધારે આગળની નીતિ નક્કી થશે. — [676, 358, 894, 643]
paragraph: સ્થાનિક રહેવાસીઓએ લાંબા સમયથી આ સમસ્યા અંગે ફરિયાદ કરી હતી પરંતુ તેના પર કોઈ ધ્યાન આપવામાં આવ્યું ન હતું. હવે આ ઘટના બાદ પ્રશાસન જાગ્યું છે અને તાત્કાલિક સમારકામની કામગીરી શરૂ કરવાનું આશ્વાસન આપવામાં આવ્યું છે. નગરસેવકોએ પણ આ મુદ્દે અવાજ ઉઠાવ્યો હતો. — [1303, 1519, 1425, 1606]
paragraph: આ અંગે અધિકારીઓએ વધુમાં જણાવ્યું કે નિયમોનું પાલન ન કરનારા વિરુદ્ધ દંડાત્મક કાર્યવાહી કરવામાં આવશે. વિભાગ તરફથી ખાસ ટુકડી રચવામાં આવી છે જે સમગ્ર વિસ્તારનું નિરીક્ષણ કરશે અને અહેવાલ સુપરત કરશે. આ અહેવાલના આધારે આગળની નીતિ નક્કી થશે. — [238, 918, 437, 1136]
paragraph: સ્થાનિક રહેવાસીઓએ લાંબા સમયથી આ સમસ્યા અંગે ફરિયાદ કરી હતી પરંતુ તેના પર કોઈ ધ્યાન આપવામાં આવ્યું ન હતું. હવે આ ઘટના બાદ પ્રશાસન જાગ્યું છે અને તાત્કાલિક સમારકામની કામગીરી શરૂ કરવાનું આશ્વાસન આપવામાં આવ્યું છે. નગરસેવકોએ પણ આ મુદ્દે અવાજ ઉઠાવ્યો હતો. — [445, 1380, 541, 1490]
story-zp-schools-kicker: નિયમ પ્રમાણે મિલ્કતોની કિંમત ચૂકવવી પડે — [31, 787, 541, 805]
story-dockyard-fire-body — [910, 1518, 1425, 1623]
story-lift-body — [562, 357, 894, 660]
story-climate-week — [562, 932, 894, 1208]
ornament-left-icon: ✦ — [674, 1225, 686, 1241]
dateline: મુંબઈ, શુક્રવાર તા.૧૩ ફેબ્રુઆરી, ૨૦૨૬ — [1220, 127, 1425, 142]
story-lift-lead-body — [562, 274, 894, 322]
story-airport-birth — [910, 1130, 1425, 1408]
registration-mark-black — [56, 36, 64, 45]
paragraph: મુંબઈ શહેર અને ઉપનગરોમાં આ અંગે વિસ્તૃત તપાસ હાથ ધરવામાં આવી રહી છે. સ્થાનિક પ્રશાસને જણાવ્યું કે આ મામલે તમામ જરૂરી પગલાં લેવામાં આવશે અને નાગરિકોની સુરક્ષા સર્વોપરી રહેશે. અધિકારીઓએ લોકોને સાવચેત રહેવાની અપીલ કરી છે તથા અફવાઓ પર ધ્યાન ન આપવા જણાવ્યું છે. આ ઘટનાના પગલે સંબંધિત વિભાગોએ સમીક્ષા બેઠક બોલાવી હતી જેમાં આગામી કાર્યવાહી નક્કી કરવામાં આવી. — [1015, 840, 1216, 1118]
jain-jagat-header — [569, 1224, 887, 1242]
paragraph: મુંબઈ શહેર અને ઉપનગરોમાં આ અંગે વિસ્તૃત તપાસ હાથ ધરવામાં આવી રહી છે. સ્થાનિક પ્રશાસને જણાવ્યું કે આ મામલે તમામ જરૂરી પગલાં લેવામાં આવશે અને નાગરિકોની સુરક્ષા સર્વોપરી રહેશે. અધિકારીઓએ લોકોને સાવચેત રહેવાની અપીલ કરી છે તથા અફવાઓ પર ધ્યાન ન આપવા જણાવ્યું છે. આ ઘટનાના પગલે સંબંધિત વિભાગોએ સમીક્ષા બેઠક બોલાવી હતી જેમાં આગામી કાર્યવાહી નક્કી કરવામાં આવી. — [678, 1511, 778, 1654]
story-dockyard-fire-headline: મુંબઈના નેવલ ડોકયાર્ડમાં મોડી રાતે પ્રચંડ આગ — [967, 1443, 1368, 1468]
story-soundala — [31, 461, 541, 775]
paragraph: સ્થાનિક રહેવાસીઓએ લાંબા સમયથી આ સમસ્યા અંગે ફરિયાદ કરી હતી પરંતુ તેના પર કોઈ ધ્યાન આપવામાં આવ્યું ન હતું. હવે આ ઘટના બાદ પ્રશાસન જાગ્યું છે અને તાત્કાલિક સમારકામની કામગીરી શરૂ કરવાનું આશ્વાસન આપવામાં આવ્યું છે. નગરસેવકોએ પણ આ મુદ્દે અવાજ ઉઠાવ્યો હતો. — [676, 463, 780, 561]
paragraph: પોલીસે જણાવ્યું કે પ્રાથમિક તપાસમાં જાણવા મળ્યું છે કે ઘટના સ્થળે હાજર લોકોએ તત્કાળ મદદ કરી હતી. ઘાયલોને સારવાર માટે નજીકની હોસ્પિટલમાં ખસેડવામાં આવ્યા હતા જ્યાં તેમની સ્થિતિ સ્થિર હોવાનું જણાવાયું છે. આ સંદર્ભે વધુ તપાસ ચાલુ છે અને જવાબદારો વિરુદ્ધ કડક કાર્યવાહી કરવામાં આવશે એવી ખાતરી આપવામાં આવી હતી. — [569, 1511, 668, 1643]
paragraph: મુંબઈ શહેર અને ઉપનગરોમાં આ અંગે વિસ્તૃત તપાસ હાથ ધરવામાં આવી રહી છે. સ્થાનિક પ્રશાસને જણાવ્યું કે આ મામલે તમામ જરૂરી પગલાં લેવામાં આવશે અને નાગરિકોની સુરક્ષા સર્વોપરી રહેશે. અધિકારીઓએ લોકોને સાવચેત રહેવાની અપીલ કરી છે તથા અફવાઓ પર ધ્યાન ન આપવા જણાવ્યું છે. આ ઘટનાના પગલે સંબંધિત વિભાગોએ સમીક્ષા બેઠક બોલાવી હતી જેમાં આગામી કાર્યવાહી નક્કી કરવામાં આવી. — [910, 1519, 1163, 1617]
paragraph: મુંબઈ શહેર અને ઉપનગરોમાં આ અંગે વિસ્તૃત તપાસ હાથ ધરવામાં આવી રહી છે. સ્થાનિક પ્રશાસને જણાવ્યું કે આ મામલે તમામ જરૂરી પગલાં લેવામાં આવશે અને નાગરિકોની સુરક્ષા સર્વોપરી રહેશે. અધિકારીઓએ લોકોને સાવચેત રહેવાની અપીલ કરી છે તથા અફવાઓ પર ધ્યાન ન આપવા જણાવ્યું છે. આ ઘટનાના પગલે સંબંધિત વિભાગોએ સમીક્ષા બેઠક બોલાવી હતી જેમાં આગામી કાર્યવાહી નક્કી કરવામાં આવી. — [562, 1096, 722, 1184]
story-lift-byline: મુંબઈ, તા.૧૨ — [562, 255, 894, 269]
paragraph: મુંબઈમાં ચાલી રહેલા ધર્મ મહોત્સવ દરમિયાન આચાર્ય રાજરત્નસૂરિજીએ પ્રવચનમાં જણાવ્યું હતું કે નાની ઉંમરમાં વૈરાગ્ય ભાવ જાગૃત થવો એ પૂર્વ જન્મના પુણ્યનું ફળ છે. — [569, 1290, 668, 1355]
paragraph: રહ્યો અને મદદ માટે બૂમ પાડી. તેનો સંદેશ મળતાં જ રેલવે કર્મચારીઓ તથા સ્થાનિક માછીમારો ઘટનાસ્થળે પહોંચ્યા હતા. — [918, 465, 1036, 508]
story-lift-subhead: ૧૮ માળની રહેણાંક ઈમારતમાં કેબલ ફેઈલ્યોરના કારણે દુર્ઘટના — [562, 328, 894, 348]
paragraph: મુંબઈ શહેર અને ઉપનગરોમાં આ અંગે વિસ્તૃત તપાસ હાથ ધરવામાં આવી રહી છે. સ્થાનિક પ્રશાસને જણાવ્યું કે આ મામલે તમામ જરૂરી પગલાં લેવામાં આવશે અને નાગરિકોની સુરક્ષા સર્વોપરી રહેશે. અધિકારીઓએ લોકોને સાવચેત રહેવાની અપીલ કરી છે તથા અફવાઓ પર ધ્યાન ન આપવા જણાવ્યું છે. આ ઘટનાના પગલે સંબંધિત વિભાગોએ સમીક્ષા બેઠક બોલાવી હતી જેમાં આગામી કાર્યવાહી નક્કી કરવામાં આવી. — [569, 1362, 668, 1505]
paragraph: આ અંગે અધિકારીઓએ વધુમાં જણાવ્યું કે નિયમોનું પાલન ન કરનારા વિરુદ્ધ દંડાત્મક કાર્યવાહી કરવામાં આવશે. વિભાગ તરફથી ખાસ ટુકડી રચવામાં આવી છે જે સમગ્ર વિસ્તારનું નિરીક્ષણ કરશે અને અહેવાલ સુપરત કરશે. આ અહેવાલના આધારે આગળની નીતિ નક્કી થશે. — [1172, 503, 1290, 590]
page-number: ૨ — [31, 127, 41, 144]
city-band: મુંબઈ — [687, 118, 769, 143]
paragraph: દમકલ વિભાગના અધિકારીઓએ જણાવ્યું કે, ઘટનાની જાણ થતાં જ બચાવ ટુકડીઓ ઘટનાસ્થળે પહોંચી ગઈ હતી અને ઘાયલોને તાત્કાલિક નજીકની હોસ્પિટલમાં ખસેડવામાં આવ્યા હતા. — [733, 275, 894, 317]
jain-jagat-title: જૈન જગત — [693, 1224, 763, 1241]
story-dockyard-fire-byline: મુંબઈ, તા.૧૨ — [910, 1474, 1425, 1488]
paragraph: સ્થાનિક રહેવાસીઓએ લાંબા સમયથી આ સમસ્યા અંગે ફરિયાદ કરી હતી પરંતુ તેના પર કોઈ ધ્યાન આપવામાં આવ્યું ન હતું. હવે આ ઘટના બાદ પ્રશાસન જાગ્યું છે અને તાત્કાલિક સમારકામની કામગીરી શરૂ કરવાનું આશ્વાસન આપવામાં આવ્યું છે. નગરસેવકોએ પણ આ મુદ્દે અવાજ ઉઠાવ્યો હતો. — [788, 1429, 887, 1538]
story-khopoli — [562, 669, 894, 923]
paragraph: પોલીસે જણાવ્યું કે પ્રાથમિક તપાસમાં જાણવા મળ્યું છે કે ઘટના સ્થળે હાજર લોકોએ તત્કાળ મદદ કરી હતી. ઘાયલોને સારવાર માટે નજીકની હોસ્પિટલમાં ખસેડવામાં આવ્યા હતા જ્યાં તેમની સ્થિતિ સ્થિર હોવાનું જણાવાયું છે. આ સંદર્ભે વધુ તપાસ ચાલુ છે અને જવાબદારો વિરુદ્ધ કડક કાર્યવાહી કરવામાં આવશે એવી ખાતરી આપવામાં આવી હતી. — [31, 1447, 127, 1579]
paragraph: મુંબઈ શહેર અને ઉપનગરોમાં આ અંગે વિસ્તૃત તપાસ હાથ ધરવામાં આવી રહી છે. સ્થાનિક પ્રશાસને જણાવ્યું કે આ મામલે તમામ જરૂરી પગલાં લેવામાં આવશે અને નાગરિકોની સુરક્ષા સર્વોપરી રહેશે. અધિકારીઓએ લોકોને સાવચેત રહેવાની અપીલ કરી છે તથા અફવાઓ પર ધ્યાન ન આપવા જણાવ્યું છે. આ ઘટનાના પગલે સંબંધિત વિભાગોએ સમીક્ષા બેઠક બોલાવી હતી જેમાં આગામી કાર્યવાહી નક્કી કરવામાં આવી. — [31, 1287, 127, 1442]
paragraph: સ્થાનિક રહેવાસીઓએ લાંબા સમયથી આ સમસ્યા અંગે ફરિયાદ કરી હતી પરંતુ તેના પર કોઈ ધ્યાન આપવામાં આવ્યું ન હતું. હવે આ ઘટના બાદ પ્રશાસન જાગ્યું છે અને તાત્કાલિક સમારકામની કામગીરી શરૂ કરવાનું આશ્વાસન આપવામાં આવ્યું છે. નગરસેવકોએ પણ આ મુદ્દે અવાજ ઉઠાવ્યો હતો. — [238, 944, 334, 1054]
story-police-murder-byline — [31, 1239, 541, 1253]
left-column-group — [31, 175, 541, 1608]
paragraph: મુંબઈ શહેર અને ઉપનગરોમાં આ અંગે વિસ્તૃત તપાસ હાથ ધરવામાં આવી રહી છે. સ્થાનિક પ્રશાસને જણાવ્યું કે આ મામલે તમામ જરૂરી પગલાં લેવામાં આવશે અને નાગરિકોની સુરક્ષા સર્વોપરી રહેશે. અધિકારીઓએ લોકોને સાવચેત રહેવાની અપીલ કરી છે તથા અફવાઓ પર ધ્યાન ન આપવા જણાવ્યું છે. આ ઘટનાના પગલે સંબંધિત વિભાગોએ સમીક્ષા બેઠક બોલાવી હતી જેમાં આગામી કાર્યવાહી નક્કી કરવામાં આવી. — [562, 489, 666, 632]
paragraph: મુંબઈ શહેર અને ઉપનગરોમાં આ અંગે વિસ્તૃત તપાસ હાથ ધરવામાં આવી રહી છે. સ્થાનિક પ્રશાસને જણાવ્યું કે આ મામલે તમામ જરૂરી પગલાં લેવામાં આવશે અને નાગરિકોની સુરક્ષા સર્વોપરી રહેશે. અધિકારીઓએ લોકોને સાવચેત રહેવાની અપીલ કરી છે તથા અફવાઓ પર ધ્યાન ન આપવા જણાવ્યું છે. આ ઘટનાના પગલે સંબંધિત વિભાગોએ સમીક્ષા બેઠક બોલાવી હતી જેમાં આગામી કાર્યવાહી નક્કી કરવામાં આવી. — [135, 1287, 334, 1606]
paragraph: સ્થાનિક રહેવાસીઓએ લાંબા સમયથી આ સમસ્યા અંગે ફરિયાદ કરી હતી પરંતુ તેના પર કોઈ ધ્યાન આપવામાં આવ્યું ન હતું. હવે આ ઘટના બાદ પ્રશાસન જાગ્યું છે અને તાત્કાલિક સમારકામની કામગીરી શરૂ કરવાનું આશ્વાસન આપવામાં આવ્યું છે. નગરસેવકોએ પણ આ મુદ્દે અવાજ ઉઠાવ્યો હતો. — [1224, 840, 1320, 950]
story-soundala-kicker: ગ્રામજનોએ સાથે મળીને ઠરાવ પસાર કર્યો — [197, 470, 375, 482]
paragraph: પોલીસે જણાવ્યું કે પ્રાથમિક તપાસમાં જાણવા મળ્યું છે કે ઘટના સ્થળે હાજર લોકોએ તત્કાળ મદદ કરી હતી. ઘાયલોને સારવાર માટે નજીકની હોસ્પિટલમાં ખસેડવામાં આવ્યા હતા જ્યાં તેમની સ્થિતિ સ્થિર હોવાનું જણાવાયું છે. આ સંદર્ભે વધુ તપાસ ચાલુ છે અને જવાબદારો વિરુદ્ધ કડક કાર્યવાહી કરવામાં આવશે એવી ખાતરી આપવામાં આવી હતી. — [1172, 1519, 1294, 1617]
paragraph: પોલીસે જણાવ્યું કે પ્રાથમિક તપાસમાં જાણવા મળ્યું છે કે ઘટના સ્થળે હાજર લોકોએ તત્કાળ મદદ કરી હતી. ઘાયલોને સારવાર માટે નજીકની હોસ્પિટલમાં ખસેડવામાં આવ્યા હતા જ્યાં તેમની સ્થિતિ સ્થિર હોવાનું જણાવાયું છે. આ સંદર્ભે વધુ તપાસ ચાલુ છે અને જવાબદારો વિરુદ્ધ કડક કાર્યવાહી કરવામાં આવશે એવી ખાતરી આપવામાં આવી હતી. — [1328, 955, 1425, 1088]
paragraph: સ્થાનિક રહેવાસીઓએ લાંબા સમયથી આ સમસ્યા અંગે ફરિયાદ કરી હતી પરંતુ તેના પર કોઈ ધ્યાન આપવામાં આવ્યું ન હતું. હવે આ ઘટના બાદ પ્રશાસન જાગ્યું છે અને તાત્કાલિક સમારકામની કામગીરી શરૂ કરવાનું આશ્વાસન આપવામાં આવ્યું છે. નગરસેવકોએ પણ આ મુદ્દે અવાજ ઉઠાવ્યો હતો. — [1045, 465, 1290, 646]
column-divider-1 — [551, 172, 552, 2460]
masthead — [31, 121, 1425, 156]
jain-jagat-section — [562, 1218, 894, 1664]
registration-mark-black-3 — [56, 2444, 64, 2453]
registration-mark-yellow-3 — [44, 2444, 52, 2453]
registration-mark-yellow-4 — [1406, 2444, 1414, 2453]
paragraph: પોલીસે જણાવ્યું કે પ્રાથમિક તપાસમાં જાણવા મળ્યું છે કે ઘટના સ્થળે હાજર લોકોએ તત્કાળ મદદ કરી હતી. ઘાયલોને સારવાર માટે નજીકની હોસ્પિટલમાં ખસેડવામાં આવ્યા હતા જ્યાં તેમની સ્થિતિ સ્થિર હોવાનું જણાવાયું છે. આ સંદર્ભે વધુ તપાસ ચાલુ છે અને જવાબદારો વિરુદ્ધ કડક કાર્યવાહી કરવામાં આવશે એવી ખાતરી આપવામાં આવી હતી. — [1172, 1256, 1425, 1403]
story-airport-birth-subhead: ટાન્ઝાનિયાની મહિલા ટ્રાન્ઝિટ એરિયામાં હતી ત્યારે જ પ્રસૂતિની પીડા ઉપડી — [990, 1231, 1345, 1245]
registration-mark-magenta — [31, 36, 40, 45]
paragraph: મુંબઈ શહેર અને ઉપનગરોમાં આ અંગે વિસ્તૃત તપાસ હાથ ધરવામાં આવી રહી છે. સ્થાનિક પ્રશાસને જણાવ્યું કે આ મામલે તમામ જરૂરી પગલાં લેવામાં આવશે અને નાગરિકોની સુરક્ષા સર્વોપરી રહેશે. અધિકારીઓએ લોકોને સાવચેત રહેવાની અપીલ કરી છે તથા અફવાઓ પર ધ્યાન ન આપવા જણાવ્યું છે. આ ઘટનાના પગલે સંબંધિત વિભાગોએ સમીક્ષા બેઠક બોલાવી હતી જેમાં આગામી કાર્યવાહી નક્કી કરવામાં આવી. — [918, 514, 1036, 635]
byline-text: (પ્રતિનિધિ દ્વારા) મુંબઈ, તા.૧૨ — [31, 1242, 121, 1251]
paragraph: સ્થાનિક રહેવાસીઓએ લાંબા સમયથી આ સમસ્યા અંગે ફરિયાદ કરી હતી પરંતુ તેના પર કોઈ ધ્યાન આપવામાં આવ્યું ન હતું. હવે આ ઘટના બાદ પ્રશાસન જાગ્યું છે અને તાત્કાલિક સમારકામની કામગીરી શરૂ કરવાનું આશ્વાસન આપવામાં આવ્યું છે. નગરસેવકોએ પણ આ મુદ્દે અવાજ ઉઠાવ્યો હતો. — [415, 623, 531, 721]
paragraph: મુંબઈ શહેર અને ઉપનગરોમાં આ અંગે વિસ્તૃત તપાસ હાથ ધરવામાં આવી રહી છે. સ્થાનિક પ્રશાસને જણાવ્યું કે આ મામલે તમામ જરૂરી પગલાં લેવામાં આવશે અને નાગરિકોની સુરક્ષા સર્વોપરી રહેશે. અધિકારીઓએ લોકોને સાવચેત રહેવાની અપીલ કરી છે તથા અફવાઓ પર ધ્યાન ન આપવા જણાવ્યું છે. આ ઘટનાના પગલે સંબંધિત વિભાગોએ સમીક્ષા બેઠક બોલાવી હતી જેમાં આગામી કાર્યવાહી નક્કી કરવામાં આવી. — [790, 384, 894, 528]
story-dockyard-fire-subhead: જોકે, મોડી રાત સુધી નેવી દ્વારા આગ અંગે કોઈ સત્તાવાર જાણકારી નહિ — [1000, 1494, 1334, 1508]
registration-mark-cyan-4 — [1381, 2444, 1389, 2453]
masthead-left — [31, 125, 167, 145]
story-vaitarna — [910, 175, 1425, 684]
story-cbse-byline: (પ્રતિનિધિ દ્વારા) મુંબઈ, તા.૧૨ — [910, 777, 1425, 791]
paragraph: મુંબઈ શહેર અને ઉપનગરોમાં આ અંગે વિસ્તૃત તપાસ હાથ ધરવામાં આવી રહી છે. સ્થાનિક પ્રશાસને જણાવ્યું કે આ મામલે તમામ જરૂરી પગલાં લેવામાં આવશે અને નાગરિકોની સુરક્ષા સર્વોપરી રહેશે. અધિકારીઓએ લોકોને સાવચેત રહેવાની અપીલ કરી છે તથા અફવાઓ પર ધ્યાન ન આપવા જણાવ્યું છે. આ ઘટનાના પગલે સંબંધિત વિભાગોએ સમીક્ષા બેઠક બોલાવી હતી જેમાં આગામી કાર્યવાહી નક્કી કરવામાં આવી. — [342, 955, 437, 1110]
story-zp-schools-subhead: ૨૦૦૯માં મહાપાલિકા રચાયાં છતાં આ શાળા, દવાખાનાં પરિષદ હસ્તક જ હતાં — [85, 891, 487, 907]
imprint-line-2: Published From A-1/340, Shah & Nahar Ind. Estate, Lower Parel-400013, Editor- Babubahi Shantilal Shah RNI No. 46931/85 — [512, 2487, 943, 2496]
story-vaitarna-headline: લોકલ ટ્રેનમાંથી વૈતરણા ખાડીમાં પડી ગયેલા યુવકને બચાવાયો — [947, 207, 1388, 258]
story-police-murder-subhead: સાગરિતો સાથે મળી મૃતદેહ બાળીને કૂવામાં ફેંકી દીધો : કુલ ચારની ધરપકડ — [98, 1260, 474, 1275]
story-cbse-headline: સીબીએસઈ ધો.૧૨ની આશરે એક કરોડ આન્સરશીટનું ઓનસ્ક્રીન ચેકિંગ થશે — [935, 719, 1400, 771]
story-airport-birth-kicker: મહિલાને ખાસ ટ્રાન્ઝિટ વીઝા અપાયા — [910, 1130, 1425, 1148]
paragraph: મુંબઈ શહેર અને ઉપનગરોમાં આ અંગે વિસ્તૃત તપાસ હાથ ધરવામાં આવી રહી છે. સ્થાનિક પ્રશાસને જણાવ્યું કે આ મામલે તમામ જરૂરી પગલાં લેવામાં આવશે અને નાગરિકોની સુરક્ષા સર્વોપરી રહેશે. અધિકારીઓએ લોકોને સાવચેત રહેવાની અપીલ કરી છે તથા અફવાઓ પર ધ્યાન ન આપવા જણાવ્યું છે. આ ઘટનાના પગલે સંબંધિત વિભાગોએ સમીક્ષા બેઠક બોલાવી હતી જેમાં આગામી કાર્યવાહી નક્કી કરવામાં આવી. — [31, 978, 127, 1133]
story-khopoli-body — [562, 758, 894, 923]
paragraph: આ અંગે અધિકારીઓએ વધુમાં જણાવ્યું કે નિયમોનું પાલન ન કરનારા વિરુદ્ધ દંડાત્મક કાર્યવાહી કરવામાં આવશે. વિભાગ તરફથી ખાસ ટુકડી રચવામાં આવી છે જે સમગ્ર વિસ્તારનું નિરીક્ષણ કરશે અને અહેવાલ સુપરત કરશે. આ અહેવાલના આધારે આગળની નીતિ નક્કી થશે. — [445, 1496, 541, 1606]
protest-photo-caption: સંગઠિત વિરોધ : વિવિધ કામદાર સંગઠનો તરફથી લેવર હા પાસે ભેગા થઈને સરકાર વિરોધી નારાબાજી કરવામાં આવી હતી. કામદારોની માંગણીઓને ટેકો આપવા માટે વિવિધ રાજકીય પક્ષના નેતાઓ પણ હાજર રહ્યા હતા. — [31, 432, 541, 451]
paragraph: સ્થાનિક રહેવાસીઓએ લાંબા સમયથી આ સમસ્યા અંગે ફરિયાદ કરી હતી પરંતુ તેના પર કોઈ ધ્યાન આપવામાં આવ્યું ન હતું. હવે આ ઘટના બાદ પ્રશાસન જાગ્યું છે અને તાત્કાલિક સમારકામની કામગીરી શરૂ કરવાનું આશ્વાસન આપવામાં આવ્યું છે. નગરસેવકોએ પણ આ મુદ્દે અવાજ ઉઠાવ્યો હતો. — [445, 1034, 541, 1144]
paragraph: પોલીસે જણાવ્યું કે પ્રાથમિક તપાસમાં જાણવા મળ્યું છે કે ઘટના સ્થળે હાજર લોકોએ તત્કાળ મદદ કરી હતી. ઘાયલોને સારવાર માટે નજીકની હોસ્પિટલમાં ખસેડવામાં આવ્યા હતા જ્યાં તેમની સ્થિતિ સ્થિર હોવાનું જણાવાયું છે. આ સંદર્ભે વધુ તપાસ ચાલુ છે અને જવાબદારો વિરુદ્ધ કડક કાર્યવાહી કરવામાં આવશે એવી ખાતરી આપવામાં આવી હતી. — [790, 534, 894, 655]
paragraph: આ અંગે અધિકારીઓએ વધુમાં જણાવ્યું કે નિયમોનું પાલન ન કરનારા વિરુદ્ધ દંડાત્મક કાર્યવાહી કરવામાં આવશે. વિભાગ તરફથી ખાસ ટુકડી રચવામાં આવી છે જે સમગ્ર વિસ્તારનું નિરીક્ષણ કરશે અને અહેવાલ સુપરત કરશે. આ અહેવાલના આધારે આગળની નીતિ નક્કી થશે. — [678, 1406, 778, 1505]
paragraph: ભાયખલા વિસ્તારમાં એક ૧૮ માળની રહેણાંક ઈમારતમાં ચોથા માળે લિફ્ટનો કેબલ તૂટી જવાને કારણે લિફ્ટ સીધી જમીન પર પટકાઈ હતી, જેમાં પાંચ લોકો ઘાયલ થયા હતા. — [562, 275, 723, 317]
story-climate-week-subhead: રાકેશ શર્મા અને શુભાંશુ શુક્લા પણ ક્લાઈમેટ સંશોધન તથા ક્લાઈમેટ વિશે સંવાદ કરશે — [564, 1023, 892, 1048]
paragraph: મુંબઈ શહેર અને ઉપનગરોમાં આ અંગે વિસ્તૃત તપાસ હાથ ધરવામાં આવી રહી છે. સ્થાનિક પ્રશાસને જણાવ્યું કે આ મામલે તમામ જરૂરી પગલાં લેવામાં આવશે અને નાગરિકોની સુરક્ષા સર્વોપરી રહેશે. અધિકારીઓએ લોકોને સાવચેત રહેવાની અપીલ કરી છે તથા અફવાઓ પર ધ્યાન ન આપવા જણાવ્યું છે. આ ઘટનાના પગલે સંબંધિત વિભાગોએ સમીક્ષા બેઠક બોલાવી હતી જેમાં આગામી કાર્યવાહી નક્કી કરવામાં આવી. — [1224, 840, 1425, 1114]
middle-column-group — [562, 175, 894, 1664]
story-khopoli-kicker: ખોપોલી ટ્રેનમાં રાતે કૃત્ય — [562, 669, 894, 688]
story-khopoli-headline: લોકલમાં રેલવે અધિકારીના સ્વાંગમાં યુવતીની છેડતી, લોકોએ ફટકાર્યો — [577, 693, 879, 734]
story-dockyard-fire — [910, 1419, 1425, 1660]
story-airport-birth-body — [910, 1255, 1425, 1408]
registration-mark-cyan-2 — [1381, 36, 1389, 45]
paragraph: પોલીસે જણાવ્યું કે પ્રાથમિક તપાસમાં જાણવા મળ્યું છે કે ઘટના સ્થળે હાજર લોકોએ તત્કાળ મદદ કરી હતી. ઘાયલોને સારવાર માટે નજીકની હોસ્પિટલમાં ખસેડવામાં આવ્યા હતા જ્યાં તેમની સ્થિતિ સ્થિર હોવાનું જણાવાયું છે. આ સંદર્ભે વધુ તપાસ ચાલુ છે અને જવાબદારો વિરુદ્ધ કડક કાર્યવાહી કરવામાં આવશે એવી ખાતરી આપવામાં આવી હતી. — [734, 1130, 894, 1206]
registration-mark-black-2 — [1419, 36, 1427, 45]
